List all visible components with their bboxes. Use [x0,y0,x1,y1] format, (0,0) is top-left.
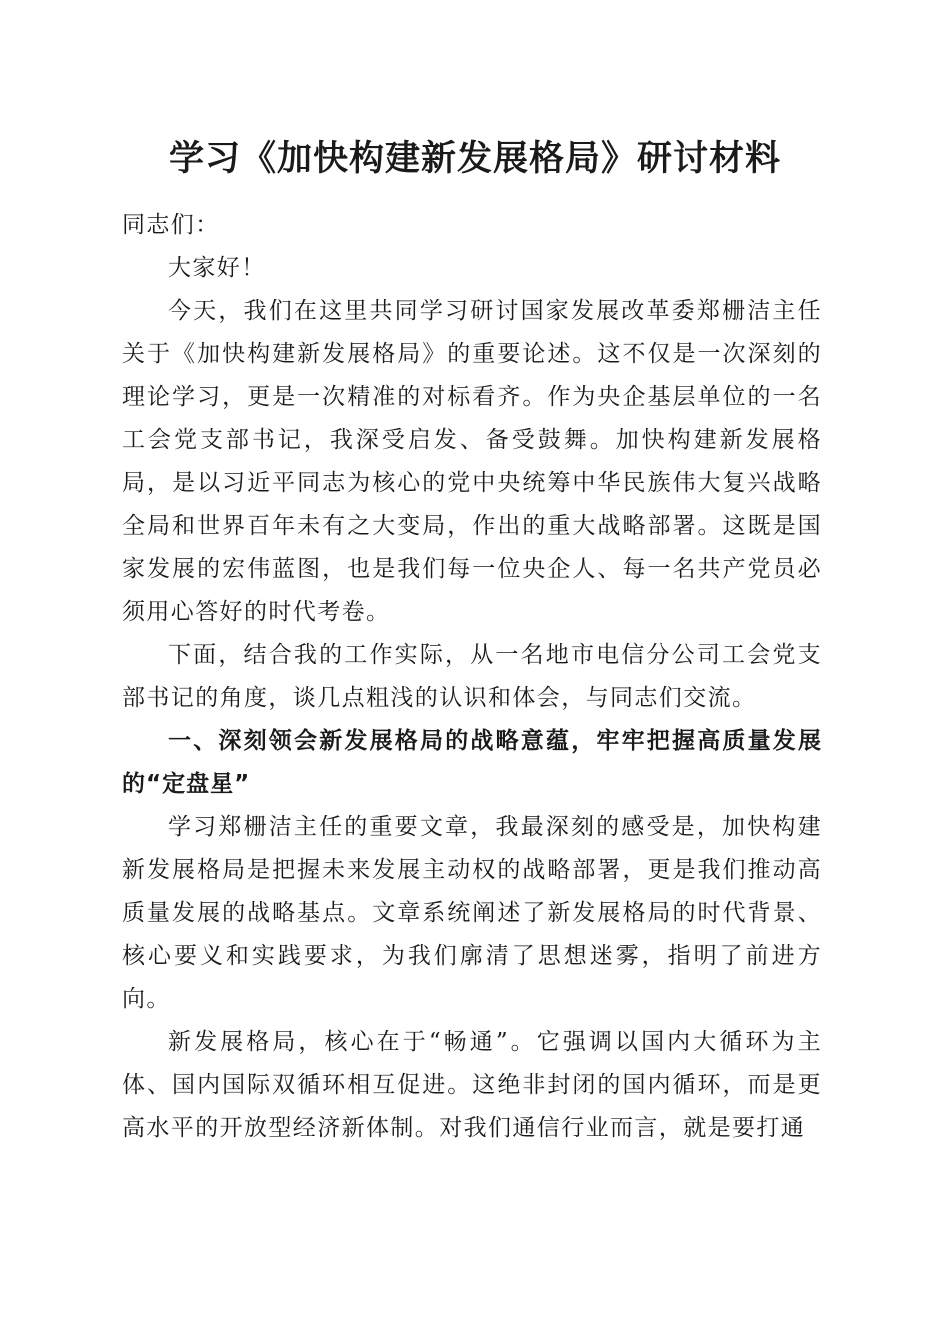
document-title: 学习《加快构建新发展格局》研讨材料 [168,139,781,179]
paragraph-outline: 下面，结合我的工作实际，从一名地市电信分公司工会党支部书记的角度，谈几点粗浅的认识和体会，与同志们交流。 [122,642,822,711]
salutation: 同志们： [122,212,220,238]
document-body [122,204,822,1150]
paragraph-greeting: 大家好！ [168,255,266,281]
paragraph-intro: 今天，我们在这里共同学习研讨国家发展改革委郑栅洁主任关于《加快构建新发展格局》的重要论述。这不仅是一次深刻的理论学习，更是一次精准的对标看齐。作为央企基层单位的一名工会党支部书记，我深受启发、备受鼓舞。加快构建新发展格局，是以习近平同志为核心的党中央统筹中华民族伟大复兴战略全局和世界百年未有之大变局，作出的重大战略部署。这既是国家发展的宏伟蓝图，也是我们每一位央企人、每一名共产党员必须用心答好的时代考卷。 [122,298,822,625]
section-1-paragraph-1: 学习郑栅洁主任的重要文章，我最深刻的感受是，加快构建新发展格局是把握未来发展主动权的战略部署，更是我们推动高质量发展的战略基点。文章系统阐述了新发展格局的时代背景、核心要义和实践要求，为我们廓清了思想迷雾，指明了前进方向。 [122,814,822,1012]
section-1-paragraph-2: 新发展格局，核心在于“畅通”。它强调以国内大循环为主体、国内国际双循环相互促进。这绝非封闭的国内循环，而是更高水平的开放型经济新体制。对我们通信行业而言，就是要打通 [122,1029,822,1141]
section-heading-1: 一、深刻领会新发展格局的战略意蕴，牢牢把握高质量发展的“定盘星” [122,728,822,797]
